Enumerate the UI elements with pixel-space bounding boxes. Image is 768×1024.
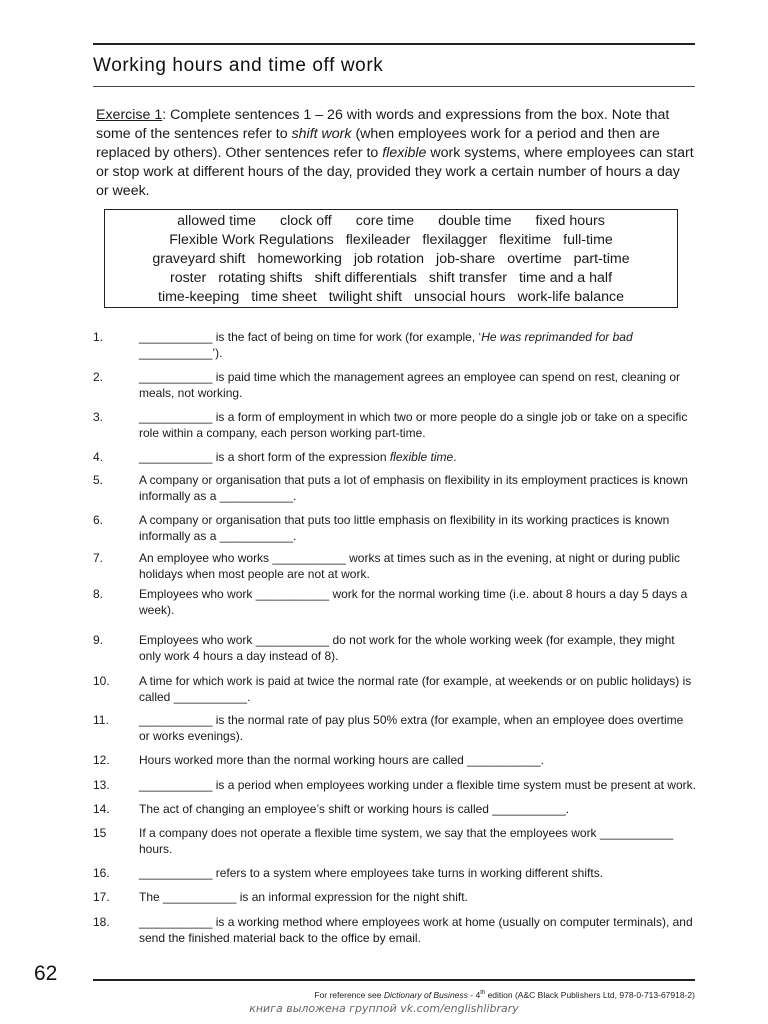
word-box-item: full-time: [563, 232, 613, 248]
footer-title: Dictionary of Business: [383, 990, 468, 1000]
question-text-part: ___________ is the fact of being on time for work (for example, ‘: [139, 330, 482, 344]
watermark: книга выложена группой vk.com/englishlibrary: [249, 1002, 519, 1015]
word-box-item: flexitime: [499, 232, 552, 248]
word-box-row: [105, 288, 677, 307]
question-text: [139, 329, 697, 361]
question-number: 17.: [93, 890, 110, 904]
word-box-item: rotating shifts: [218, 270, 303, 286]
question-text: ___________ is a period when employees working under a flexible time system must be present at work.: [139, 778, 696, 792]
question-number: 9.: [93, 633, 104, 647]
footer-sup: th: [480, 990, 486, 997]
footer-text: edition (A&C Black Publishers Ltd, 978-0-713-67918-2): [485, 990, 695, 1000]
bottom-rule: [93, 979, 695, 981]
footer-text: - 4: [467, 990, 481, 1000]
question-number: 16.: [93, 866, 110, 880]
question-text: A company or organisation that puts a lot of emphasis on flexibility in its employment practices is known informally as a ___________.: [139, 473, 688, 503]
question-text: Hours worked more than the normal working hours are called ___________.: [139, 753, 544, 767]
word-box-item: shift transfer: [428, 270, 507, 286]
question-text: [139, 449, 697, 465]
question-text: ___________ is paid time which the management agrees an employee can spend on rest, cleaning or meals, not working.: [139, 370, 681, 400]
question-text: The ___________ is an informal expression for the night shift.: [139, 890, 468, 904]
question-text-part: ___________ is a short form of the expression: [139, 450, 390, 464]
word-box-item: overtime: [507, 251, 562, 267]
instructions-text-3: work systems, where employees can start or stop work at different hours of the day, provided they work a certain number of hours a day or week.: [96, 145, 694, 199]
question-text-part: .: [453, 450, 457, 464]
question-number: 2.: [93, 370, 104, 384]
question-text: The act of changing an employee’s shift or working hours is called ___________.: [139, 802, 570, 816]
word-box-item: time and a half: [518, 270, 613, 286]
question-text: An employee who works ___________ works at times such as in the evening, at night or during public holidays when most people are not at work.: [139, 551, 680, 581]
word-box-item: shift differentials: [314, 270, 417, 286]
word-box: [104, 209, 678, 308]
question-number: 15: [93, 826, 107, 840]
question-text: ___________ is a working method where employees work at home (usually on computer terminals), and send the finished material back to the office by email.: [139, 915, 693, 945]
word-box-item: unsocial hours: [414, 289, 506, 305]
footer-text: For reference see: [314, 990, 384, 1000]
word-box-item: flexilagger: [422, 232, 488, 248]
word-box-row: [105, 269, 677, 288]
word-box-item: part-time: [573, 251, 630, 267]
question-text: Employees who work ___________ work for the normal working time (i.e. about 8 hours a day 5 days a week).: [139, 587, 688, 617]
question-number: 11.: [93, 713, 109, 727]
word-box-item: fixed hours: [535, 213, 605, 229]
question-number: 18.: [93, 915, 110, 929]
word-box-item: time-keeping: [158, 289, 240, 305]
question-number: 7.: [93, 551, 104, 565]
word-box-item: homeworking: [257, 251, 342, 267]
exercise-label: Exercise 1: [96, 107, 163, 123]
footer-reference: [93, 990, 695, 1000]
question-number: 4.: [93, 450, 104, 464]
word-box-item: double time: [438, 213, 512, 229]
question-text-part: ___________’).: [139, 346, 223, 360]
question-text: ___________ is the normal rate of pay plus 50% extra (for example, when an employee does overtime or works evenings).: [139, 713, 684, 743]
question-number: 3.: [93, 410, 104, 424]
instructions-text-1: : Complete sentences 1 – 26 with words and expressions from the box. Note that some of the sentences refer to: [96, 107, 670, 142]
top-rule: [93, 43, 695, 45]
word-box-item: core time: [355, 213, 415, 229]
question-text: Employees who work ___________ do not work for the whole working week (for example, they might only work 4 hours a day instead of 8).: [139, 633, 675, 663]
question-text: A time for which work is paid at twice the normal rate (for example, at weekends or on public holidays) is called ___________.: [139, 674, 692, 704]
page-number: 62: [34, 962, 58, 985]
question-number: 5.: [93, 473, 104, 487]
word-box-row: [105, 250, 677, 269]
word-box-item: roster: [169, 270, 207, 286]
word-box-row: [105, 231, 677, 250]
word-box-item: time sheet: [251, 289, 317, 305]
word-box-item: job rotation: [353, 251, 425, 267]
word-box-item: allowed time: [177, 213, 256, 229]
question-number: 13.: [93, 778, 110, 792]
question-number: 1.: [93, 330, 104, 344]
word-box-item: clock off: [279, 213, 332, 229]
question-text: A company or organisation that puts too little emphasis on flexibility in its working practices is known informally as a ___________.: [139, 513, 670, 543]
word-box-item: job-share: [436, 251, 496, 267]
page-title: Working hours and time off work: [93, 55, 384, 76]
word-box-item: twilight shift: [328, 289, 403, 305]
title-rule: [93, 86, 695, 87]
word-box-item: work-life balance: [517, 289, 624, 305]
word-box-item: Flexible Work Regulations: [169, 232, 334, 248]
word-box-item: flexileader: [345, 232, 411, 248]
question-number: 10.: [93, 674, 110, 688]
word-box-row: [105, 212, 677, 231]
word-box-item: graveyard shift: [152, 251, 246, 267]
instructions-em-2: flexible: [382, 145, 427, 161]
question-text: If a company does not operate a flexible time system, we say that the employees work ___________ hours.: [139, 826, 674, 856]
question-number: 8.: [93, 587, 104, 601]
question-text: ___________ is a form of employment in which two or more people do a single job or take on a specific role within a company, each person working part-time.: [139, 410, 688, 440]
exercise-instructions: [96, 106, 696, 201]
instructions-em-1: shift work: [291, 126, 352, 142]
question-number: 14.: [93, 802, 110, 816]
question-number: 6.: [93, 513, 104, 527]
instructions-text-2: (when employees work for a period and then are replaced by others). Other sentences refer to: [96, 126, 660, 161]
question-text-em: He was reprimanded for bad: [481, 330, 633, 344]
question-number: 12.: [93, 753, 110, 767]
question-text-em: flexible time: [389, 450, 454, 464]
question-text: ___________ refers to a system where employees take turns in working different shifts.: [139, 866, 604, 880]
